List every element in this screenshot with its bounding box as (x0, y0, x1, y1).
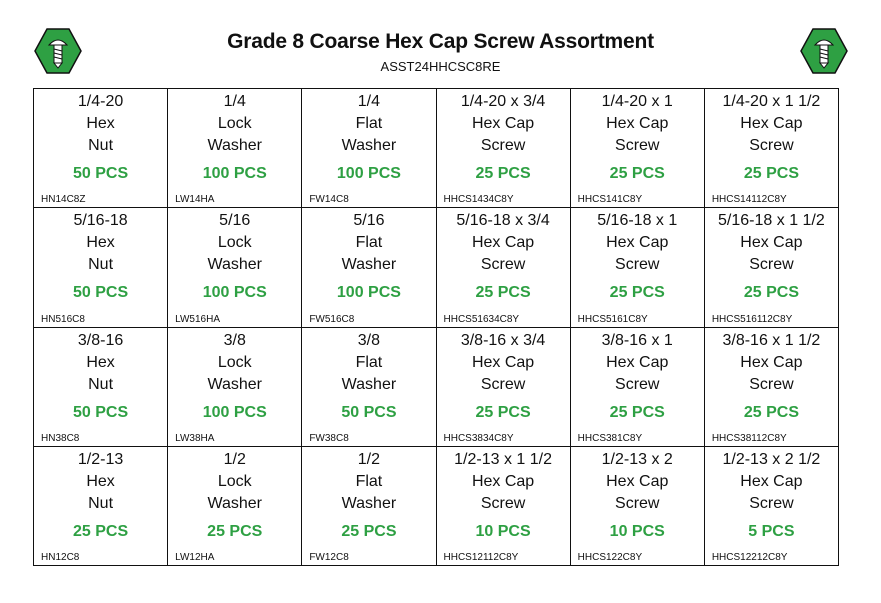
item-sku: LW516HA (175, 313, 220, 325)
item-type-line2: Screw (749, 494, 794, 512)
item-size: 1/4 (223, 93, 246, 110)
item-type-line1: Hex Cap (471, 472, 535, 490)
item-sku: FW516C8 (309, 313, 355, 325)
grid-cell (302, 447, 436, 566)
item-size: 1/2-13 x 1 1/2 (454, 450, 552, 468)
item-size: 5/16-18 x 1 (597, 212, 678, 230)
item-sku: HHCS51634C8Y (443, 313, 520, 325)
item-type-line2: Screw (615, 256, 660, 274)
item-size: 5/16-18 x 3/4 (456, 212, 550, 230)
item-quantity: 50 PCS (73, 284, 129, 302)
item-type-line2: Screw (480, 375, 526, 393)
item-size: 1/4-20 x 1 (601, 93, 673, 110)
item-type-line1: Hex Cap (606, 472, 669, 490)
item-type-line2: Nut (88, 375, 114, 393)
item-size: 5/16-18 x 1 1/2 (718, 212, 825, 230)
item-quantity: 25 PCS (743, 284, 799, 302)
item-sku: HN38C8 (41, 432, 80, 444)
item-sku: FW14C8 (309, 194, 349, 206)
item-sku: HHCS1434C8Y (443, 194, 514, 206)
item-sku: LW14HA (175, 194, 215, 206)
item-sku: HHCS122C8Y (577, 552, 643, 563)
item-sku: HHCS516112C8Y (711, 313, 793, 325)
item-sku: LW12HA (175, 552, 215, 563)
item-size: 1/2 (357, 450, 381, 468)
item-quantity: 50 PCS (73, 165, 129, 182)
grid-cell (168, 328, 302, 447)
item-quantity: 25 PCS (73, 522, 129, 540)
item-size: 5/16-18 (73, 212, 128, 230)
grid-cell (34, 447, 168, 566)
item-type-line1: Hex Cap (740, 234, 803, 252)
item-type-line2: Washer (207, 494, 262, 512)
item-sku: HHCS3834C8Y (443, 432, 514, 444)
assortment-grid (33, 88, 839, 566)
item-quantity: 25 PCS (475, 403, 531, 421)
item-type-line1: Hex Cap (606, 353, 669, 371)
item-type-line1: Hex Cap (740, 472, 803, 490)
item-sku: LW38HA (175, 432, 215, 444)
item-quantity: 50 PCS (341, 403, 397, 421)
item-size: 3/8-16 x 1 (601, 331, 673, 349)
item-type-line2: Screw (749, 137, 794, 154)
grid-cell (571, 208, 705, 327)
item-size: 1/2-13 (77, 450, 124, 468)
item-sku: HHCS14112C8Y (711, 194, 787, 206)
item-sku: HN12C8 (41, 552, 80, 563)
item-type-line1: Hex (86, 115, 115, 132)
item-type-line2: Washer (207, 137, 262, 154)
item-sku: HN516C8 (41, 313, 85, 325)
item-quantity: 25 PCS (341, 522, 397, 540)
item-quantity: 25 PCS (207, 522, 263, 540)
item-type-line2: Nut (88, 494, 114, 512)
item-sku: HHCS141C8Y (577, 194, 643, 206)
item-quantity: 25 PCS (609, 165, 665, 182)
item-type-line2: Screw (615, 137, 660, 154)
item-type-line2: Washer (341, 375, 397, 393)
item-type-line2: Nut (88, 137, 114, 154)
page-title: Grade 8 Coarse Hex Cap Screw Assortment (227, 30, 654, 53)
grid-cell (34, 328, 168, 447)
assortment-code: ASST24HHCSC8RE (380, 59, 501, 74)
item-type-line1: Lock (217, 353, 252, 371)
grid-cell (705, 328, 839, 447)
grid-cell (34, 89, 168, 208)
item-type-line1: Hex Cap (471, 353, 535, 371)
item-type-line2: Screw (749, 375, 794, 393)
item-type-line2: Washer (341, 494, 397, 512)
item-sku: HHCS12212C8Y (711, 552, 788, 563)
grid-cell (571, 328, 705, 447)
grid-cell (437, 208, 571, 327)
item-quantity: 100 PCS (202, 284, 267, 302)
item-type-line2: Nut (88, 256, 114, 274)
grid-cell (302, 328, 436, 447)
item-size: 3/8-16 x 3/4 (460, 331, 546, 349)
item-type-line2: Screw (749, 256, 794, 274)
item-size: 3/8 (223, 331, 246, 349)
grid-cell (34, 208, 168, 327)
item-type-line2: Washer (207, 375, 262, 393)
item-type-line1: Hex Cap (606, 115, 669, 132)
grid-cell (437, 89, 571, 208)
item-quantity: 100 PCS (202, 165, 267, 182)
item-quantity: 5 PCS (748, 522, 795, 540)
item-type-line1: Hex Cap (606, 234, 669, 252)
item-type-line1: Flat (355, 353, 383, 371)
item-size: 1/4-20 x 1 1/2 (722, 93, 821, 110)
grid-cell (168, 447, 302, 566)
item-sku: HHCS38112C8Y (711, 432, 787, 444)
item-type-line1: Hex Cap (740, 115, 803, 132)
item-type-line1: Hex (86, 472, 115, 490)
item-quantity: 10 PCS (609, 522, 665, 540)
item-type-line1: Hex Cap (471, 115, 535, 132)
grid-cell (168, 208, 302, 327)
grid-cell (705, 447, 839, 566)
item-type-line1: Hex Cap (740, 353, 803, 371)
item-type-line1: Hex Cap (471, 234, 535, 252)
item-quantity: 25 PCS (475, 165, 531, 182)
item-sku: FW12C8 (309, 552, 349, 563)
item-type-line1: Hex (86, 353, 115, 371)
item-quantity: 100 PCS (336, 284, 401, 302)
item-size: 3/8 (357, 331, 381, 349)
grid-cell (571, 447, 705, 566)
item-quantity: 25 PCS (609, 284, 665, 302)
grid-cell (437, 447, 571, 566)
item-size: 1/2-13 x 2 (601, 450, 673, 468)
grid-cell (437, 328, 571, 447)
grid-cell (705, 89, 839, 208)
item-size: 5/16 (353, 212, 385, 230)
item-quantity: 100 PCS (202, 403, 267, 421)
grid-cell (705, 208, 839, 327)
item-type-line2: Screw (480, 494, 526, 512)
item-quantity: 25 PCS (475, 284, 531, 302)
item-quantity: 25 PCS (743, 165, 799, 182)
item-size: 1/4-20 (77, 93, 124, 110)
item-type-line2: Screw (480, 256, 526, 274)
item-type-line2: Screw (615, 375, 660, 393)
grid-cell (571, 89, 705, 208)
item-type-line2: Washer (341, 137, 397, 154)
item-size: 5/16 (219, 212, 251, 230)
item-sku: HHCS5161C8Y (577, 313, 648, 325)
item-type-line1: Hex (86, 234, 115, 252)
item-type-line2: Washer (207, 256, 262, 274)
item-size: 1/4 (357, 93, 381, 110)
item-type-line1: Lock (217, 234, 252, 252)
item-size: 1/4-20 x 3/4 (460, 93, 546, 110)
grid-cell (168, 89, 302, 208)
grid-cell (302, 208, 436, 327)
item-type-line1: Flat (355, 234, 383, 252)
item-size: 3/8-16 (77, 331, 124, 349)
item-sku: HN14C8Z (41, 194, 86, 206)
item-type-line2: Washer (341, 256, 397, 274)
item-quantity: 25 PCS (743, 403, 799, 421)
item-size: 1/2-13 x 2 1/2 (722, 450, 821, 468)
grid-cell (302, 89, 436, 208)
item-quantity: 25 PCS (609, 403, 665, 421)
item-type-line1: Flat (355, 472, 383, 490)
item-sku: HHCS381C8Y (577, 432, 643, 444)
item-type-line1: Lock (217, 115, 252, 132)
item-quantity: 50 PCS (73, 403, 129, 421)
item-quantity: 10 PCS (475, 522, 531, 540)
item-quantity: 100 PCS (336, 165, 401, 182)
item-type-line2: Screw (480, 137, 526, 154)
item-size: 3/8-16 x 1 1/2 (722, 331, 821, 349)
item-type-line2: Screw (615, 494, 660, 512)
item-size: 1/2 (223, 450, 246, 468)
item-sku: HHCS12112C8Y (443, 552, 519, 563)
item-type-line1: Lock (217, 472, 252, 490)
item-sku: FW38C8 (309, 432, 349, 444)
item-type-line1: Flat (355, 115, 383, 132)
